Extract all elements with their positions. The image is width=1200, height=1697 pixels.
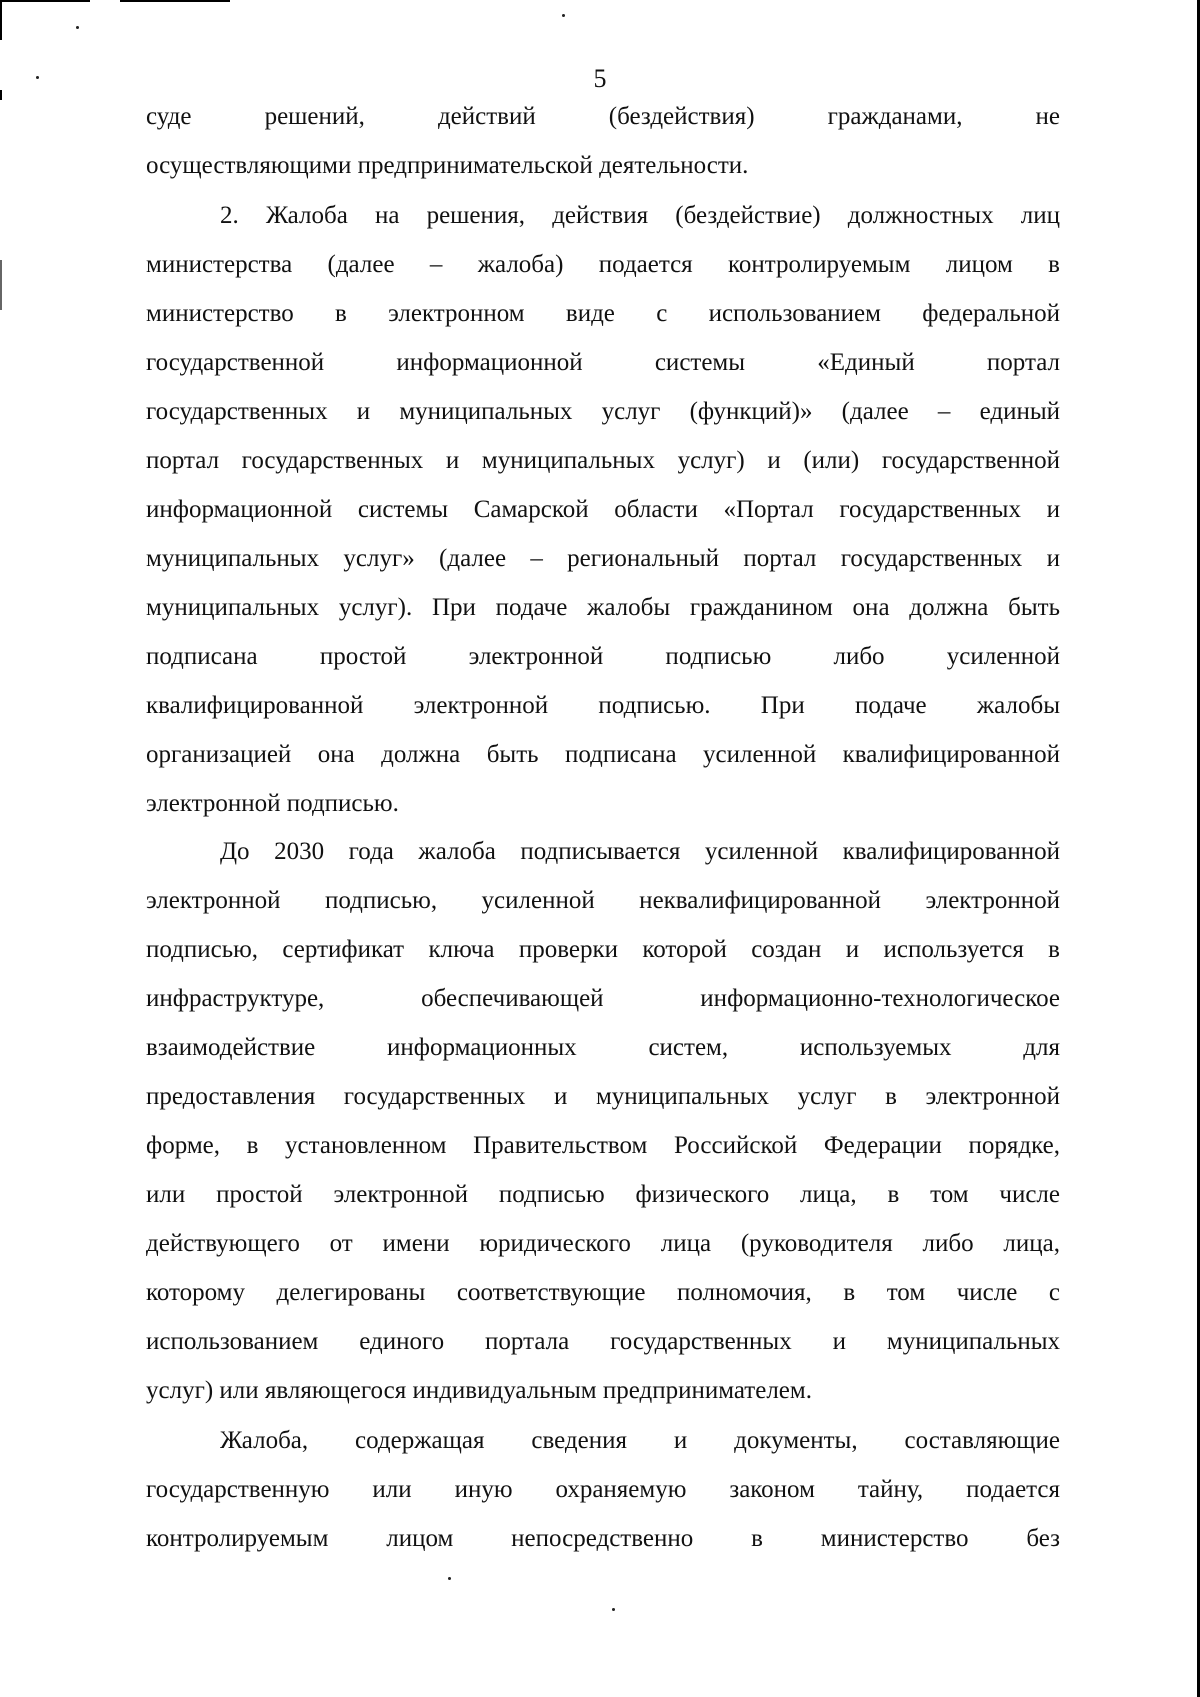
text-line: государственной информационной системы «Единый портал <box>146 349 1060 376</box>
text-line: портал государственных и муниципальных услуг) и (или) государственной <box>146 447 1060 474</box>
paragraph-signature-2030 <box>146 827 1060 1415</box>
text-line: контролируемым лицом непосредственно в министерство без <box>146 1525 1060 1552</box>
text-line: или простой электронной подписью физического лица, в том числе <box>146 1181 1060 1208</box>
text-line: Жалоба, содержащая сведения и документы, составляющие <box>220 1427 1060 1454</box>
scan-speck <box>562 14 565 17</box>
page-number: 5 <box>593 64 607 93</box>
text-line: которому делегированы соответствующие полномочия, в том числе с <box>146 1279 1060 1306</box>
text-line: взаимодействие информационных систем, используемых для <box>146 1034 1060 1061</box>
text-line: осуществляющими предпринимательской деятельности. <box>146 152 749 179</box>
text-line: услуг) или являющегося индивидуальным предпринимателем. <box>146 1377 812 1404</box>
text-line: муниципальных услуг). При подаче жалобы гражданином она должна быть <box>146 594 1060 621</box>
scan-speck <box>76 26 79 29</box>
text-line: предоставления государственных и муниципальных услуг в электронной <box>146 1083 1060 1110</box>
scan-speck <box>612 1608 615 1611</box>
text-line: электронной подписью, усиленной неквалифицированной электронной <box>146 887 1060 914</box>
text-line: До 2030 года жалоба подписывается усиленной квалифицированной <box>220 838 1060 865</box>
text-line: организацией она должна быть подписана усиленной квалифицированной <box>146 741 1060 768</box>
text-line: министерства (далее – жалоба) подается контролируемым лицом в <box>146 251 1060 278</box>
text-line: подписана простой электронной подписью либо усиленной <box>146 643 1060 670</box>
scan-edge-top <box>0 0 1200 2</box>
scan-speck <box>448 1577 451 1580</box>
text-line: суде решений, действий (бездействия) гражданами, не <box>146 103 1060 130</box>
text-line: квалифицированной электронной подписью. При подаче жалобы <box>146 692 1060 719</box>
text-line: электронной подписью. <box>146 790 399 817</box>
text-line: инфраструктуре, обеспечивающей информационно-технологическое <box>146 985 1060 1012</box>
paragraph-continuation <box>146 92 1060 190</box>
text-line: министерство в электронном виде с использованием федеральной <box>146 300 1060 327</box>
text-line: государственную или иную охраняемую законом тайну, подается <box>146 1476 1060 1503</box>
paragraph-clause-2 <box>146 191 1060 828</box>
paragraph-secret-complaint <box>146 1416 1060 1563</box>
text-line: форме, в установленном Правительством Российской Федерации порядке, <box>146 1132 1060 1159</box>
text-line: действующего от имени юридического лица (руководителя либо лица, <box>146 1230 1060 1257</box>
text-line: использованием единого портала государственных и муниципальных <box>146 1328 1060 1355</box>
text-line: информационной системы Самарской области «Портал государственных и <box>146 496 1060 523</box>
text-line: подписью, сертификат ключа проверки которой создан и используется в <box>146 936 1060 963</box>
text-line: 2. Жалоба на решения, действия (бездействие) должностных лиц <box>220 202 1060 229</box>
text-line: муниципальных услуг» (далее – региональный портал государственных и <box>146 545 1060 572</box>
text-line: государственных и муниципальных услуг (функций)» (далее – единый <box>146 398 1060 425</box>
